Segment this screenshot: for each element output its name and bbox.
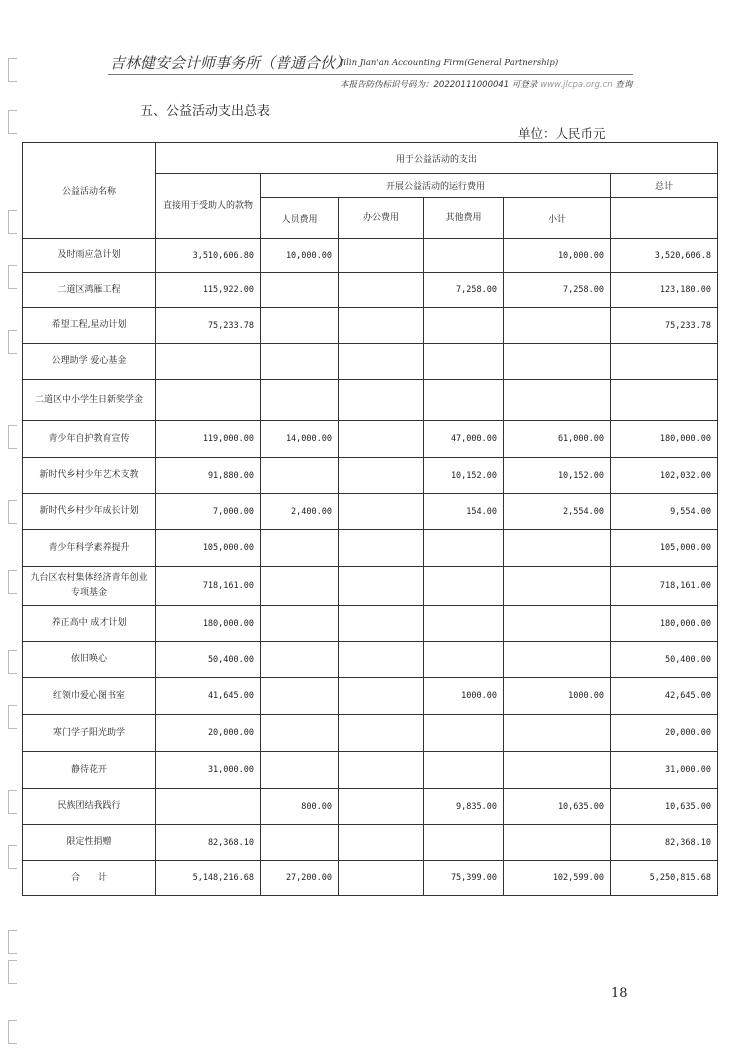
activity-name-cell: 希望工程,星动计划 (23, 308, 156, 344)
office-cell (339, 273, 424, 308)
subtotal-cell (504, 752, 611, 789)
other-cell (424, 825, 504, 861)
other-cell (424, 344, 504, 380)
office-cell (339, 380, 424, 421)
other-cell (424, 752, 504, 789)
staff-cell (261, 825, 339, 861)
total-cell: 42,645.00 (611, 678, 718, 715)
direct-cell: 20,000.00 (156, 715, 261, 752)
activity-name-cell: 合 计 (23, 861, 156, 896)
subtotal-cell: 10,635.00 (504, 789, 611, 825)
other-cell: 10,152.00 (424, 458, 504, 494)
subtotal-cell (504, 715, 611, 752)
staff-cell: 10,000.00 (261, 239, 339, 273)
binder-mark (8, 845, 17, 869)
subtotal-cell: 2,554.00 (504, 494, 611, 530)
staff-cell (261, 530, 339, 567)
table-row (23, 825, 718, 861)
other-cell: 9,835.00 (424, 789, 504, 825)
total-cell: 31,000.00 (611, 752, 718, 789)
table-row (23, 678, 718, 715)
total-cell: 10,635.00 (611, 789, 718, 825)
office-cell (339, 789, 424, 825)
table-row (23, 752, 718, 789)
activity-name-cell: 九台区农村集体经济青年创业专项基金 (23, 567, 156, 606)
direct-cell: 3,510,606.80 (156, 239, 261, 273)
total-cell: 123,180.00 (611, 273, 718, 308)
staff-cell (261, 273, 339, 308)
office-cell (339, 715, 424, 752)
activity-name-cell: 新时代乡村少年艺术支教 (23, 458, 156, 494)
other-cell (424, 567, 504, 606)
other-cell: 75,399.00 (424, 861, 504, 896)
direct-cell: 31,000.00 (156, 752, 261, 789)
other-cell (424, 239, 504, 273)
header-subtotal: 小计 (504, 198, 611, 239)
total-cell: 5,250,815.68 (611, 861, 718, 896)
direct-cell: 82,368.10 (156, 825, 261, 861)
other-cell (424, 530, 504, 567)
firm-name-en: Jilin Jian'an Accounting Firm(General Partnership) (340, 58, 559, 68)
other-cell (424, 606, 504, 642)
direct-cell (156, 380, 261, 421)
staff-cell: 2,400.00 (261, 494, 339, 530)
direct-cell: 115,922.00 (156, 273, 261, 308)
table-row (23, 606, 718, 642)
binder-mark (8, 58, 17, 82)
table-row (23, 273, 718, 308)
office-cell (339, 861, 424, 896)
binder-mark (8, 265, 17, 289)
staff-cell (261, 606, 339, 642)
staff-cell (261, 678, 339, 715)
direct-cell: 5,148,216.68 (156, 861, 261, 896)
activity-name-cell: 养正高中 成才计划 (23, 606, 156, 642)
verification-site: www.jlcpa.org.cn (540, 80, 613, 90)
other-cell (424, 308, 504, 344)
table-row (23, 239, 718, 273)
other-cell: 47,000.00 (424, 421, 504, 458)
header-staff: 人员费用 (261, 198, 339, 239)
staff-cell (261, 752, 339, 789)
direct-cell: 91,880.00 (156, 458, 261, 494)
activity-name-cell: 公理助学 爱心基金 (23, 344, 156, 380)
header-activity-name: 公益活动名称 (23, 143, 156, 239)
direct-cell: 50,400.00 (156, 642, 261, 678)
total-cell: 718,161.00 (611, 567, 718, 606)
table-row (23, 494, 718, 530)
binder-mark (8, 790, 17, 814)
other-cell: 154.00 (424, 494, 504, 530)
staff-cell (261, 715, 339, 752)
binder-mark (8, 650, 17, 674)
firm-name-cn: 吉林健安会计师事务所（普通合伙） (110, 54, 351, 72)
subtotal-cell (504, 825, 611, 861)
office-cell (339, 344, 424, 380)
other-cell: 1000.00 (424, 678, 504, 715)
header-rule (108, 74, 633, 75)
header-total: 总计 (611, 174, 718, 198)
table-row (23, 344, 718, 380)
total-cell: 75,233.78 (611, 308, 718, 344)
subtotal-cell: 7,258.00 (504, 273, 611, 308)
subtotal-cell (504, 380, 611, 421)
subtotal-cell: 102,599.00 (504, 861, 611, 896)
header-operating-group: 开展公益活动的运行费用 (261, 174, 611, 198)
binder-mark (8, 960, 17, 984)
table-row (23, 715, 718, 752)
direct-cell (156, 344, 261, 380)
direct-cell: 119,000.00 (156, 421, 261, 458)
office-cell (339, 678, 424, 715)
office-cell (339, 752, 424, 789)
staff-cell (261, 308, 339, 344)
activity-name-cell: 二道区鸿雁工程 (23, 273, 156, 308)
binder-mark (8, 1020, 17, 1044)
total-cell: 9,554.00 (611, 494, 718, 530)
header-expense-group: 用于公益活动的支出 (156, 143, 718, 174)
binder-mark (8, 930, 17, 954)
subtotal-cell (504, 606, 611, 642)
header-total-blank (611, 198, 718, 239)
office-cell (339, 642, 424, 678)
subtotal-cell: 61,000.00 (504, 421, 611, 458)
activity-name-cell: 青少年科学素养提升 (23, 530, 156, 567)
binder-mark (8, 570, 17, 594)
subtotal-cell (504, 530, 611, 567)
activity-name-cell: 青少年自护教育宣传 (23, 421, 156, 458)
binder-mark (8, 330, 17, 354)
office-cell (339, 530, 424, 567)
total-cell: 20,000.00 (611, 715, 718, 752)
subtotal-cell (504, 567, 611, 606)
other-cell (424, 642, 504, 678)
staff-cell: 14,000.00 (261, 421, 339, 458)
office-cell (339, 825, 424, 861)
total-cell: 180,000.00 (611, 421, 718, 458)
staff-cell: 27,200.00 (261, 861, 339, 896)
subtotal-cell: 1000.00 (504, 678, 611, 715)
binder-mark (8, 425, 17, 449)
activity-name-cell: 静待花开 (23, 752, 156, 789)
header-office: 办公费用 (339, 198, 424, 239)
subtotal-cell (504, 344, 611, 380)
total-cell (611, 344, 718, 380)
staff-cell (261, 458, 339, 494)
subtotal-cell: 10,152.00 (504, 458, 611, 494)
direct-cell (156, 789, 261, 825)
staff-cell (261, 567, 339, 606)
other-cell: 7,258.00 (424, 273, 504, 308)
section-title: 五、公益活动支出总表 (140, 104, 271, 119)
verification-prefix: 本报告防伪标识号码为：20220111000041 可登录 (340, 80, 538, 90)
total-cell: 180,000.00 (611, 606, 718, 642)
other-cell (424, 715, 504, 752)
staff-cell (261, 344, 339, 380)
page-number: 18 (611, 986, 628, 1001)
binder-mark (8, 210, 17, 234)
other-cell (424, 380, 504, 421)
table-row (23, 861, 718, 896)
expense-table (22, 142, 718, 896)
total-cell: 3,520,606.8 (611, 239, 718, 273)
table-row (23, 567, 718, 606)
total-cell (611, 380, 718, 421)
office-cell (339, 308, 424, 344)
total-cell: 105,000.00 (611, 530, 718, 567)
header-direct: 直接用于受助人的款物 (156, 174, 261, 239)
office-cell (339, 458, 424, 494)
subtotal-cell (504, 308, 611, 344)
header-other: 其他费用 (424, 198, 504, 239)
currency-unit: 单位：人民币元 (518, 126, 606, 141)
subtotal-cell: 10,000.00 (504, 239, 611, 273)
office-cell (339, 421, 424, 458)
verification-line (340, 78, 632, 90)
direct-cell: 75,233.78 (156, 308, 261, 344)
table-row (23, 530, 718, 567)
table-row (23, 421, 718, 458)
staff-cell (261, 642, 339, 678)
total-cell: 102,032.00 (611, 458, 718, 494)
total-cell: 50,400.00 (611, 642, 718, 678)
direct-cell: 180,000.00 (156, 606, 261, 642)
activity-name-cell: 及时雨应急计划 (23, 239, 156, 273)
table-row (23, 458, 718, 494)
activity-name-cell: 限定性捐赠 (23, 825, 156, 861)
activity-name-cell: 民族团结我践行 (23, 789, 156, 825)
table-row (23, 380, 718, 421)
table-row (23, 789, 718, 825)
direct-cell: 41,645.00 (156, 678, 261, 715)
table-row (23, 308, 718, 344)
direct-cell: 7,000.00 (156, 494, 261, 530)
activity-name-cell: 新时代乡村少年成长计划 (23, 494, 156, 530)
binder-mark (8, 705, 17, 729)
activity-name-cell: 寒门学子阳光助学 (23, 715, 156, 752)
office-cell (339, 606, 424, 642)
activity-name-cell: 二道区中小学生日新奖学金 (23, 380, 156, 421)
table-row (23, 642, 718, 678)
subtotal-cell (504, 642, 611, 678)
total-cell: 82,368.10 (611, 825, 718, 861)
direct-cell: 105,000.00 (156, 530, 261, 567)
activity-name-cell: 红领巾爱心图书室 (23, 678, 156, 715)
office-cell (339, 567, 424, 606)
office-cell (339, 239, 424, 273)
activity-name-cell: 依旧唤心 (23, 642, 156, 678)
binder-mark (8, 110, 17, 134)
office-cell (339, 494, 424, 530)
staff-cell: 800.00 (261, 789, 339, 825)
direct-cell: 718,161.00 (156, 567, 261, 606)
verification-suffix: 查询 (615, 80, 633, 90)
staff-cell (261, 380, 339, 421)
binder-mark (8, 500, 17, 524)
